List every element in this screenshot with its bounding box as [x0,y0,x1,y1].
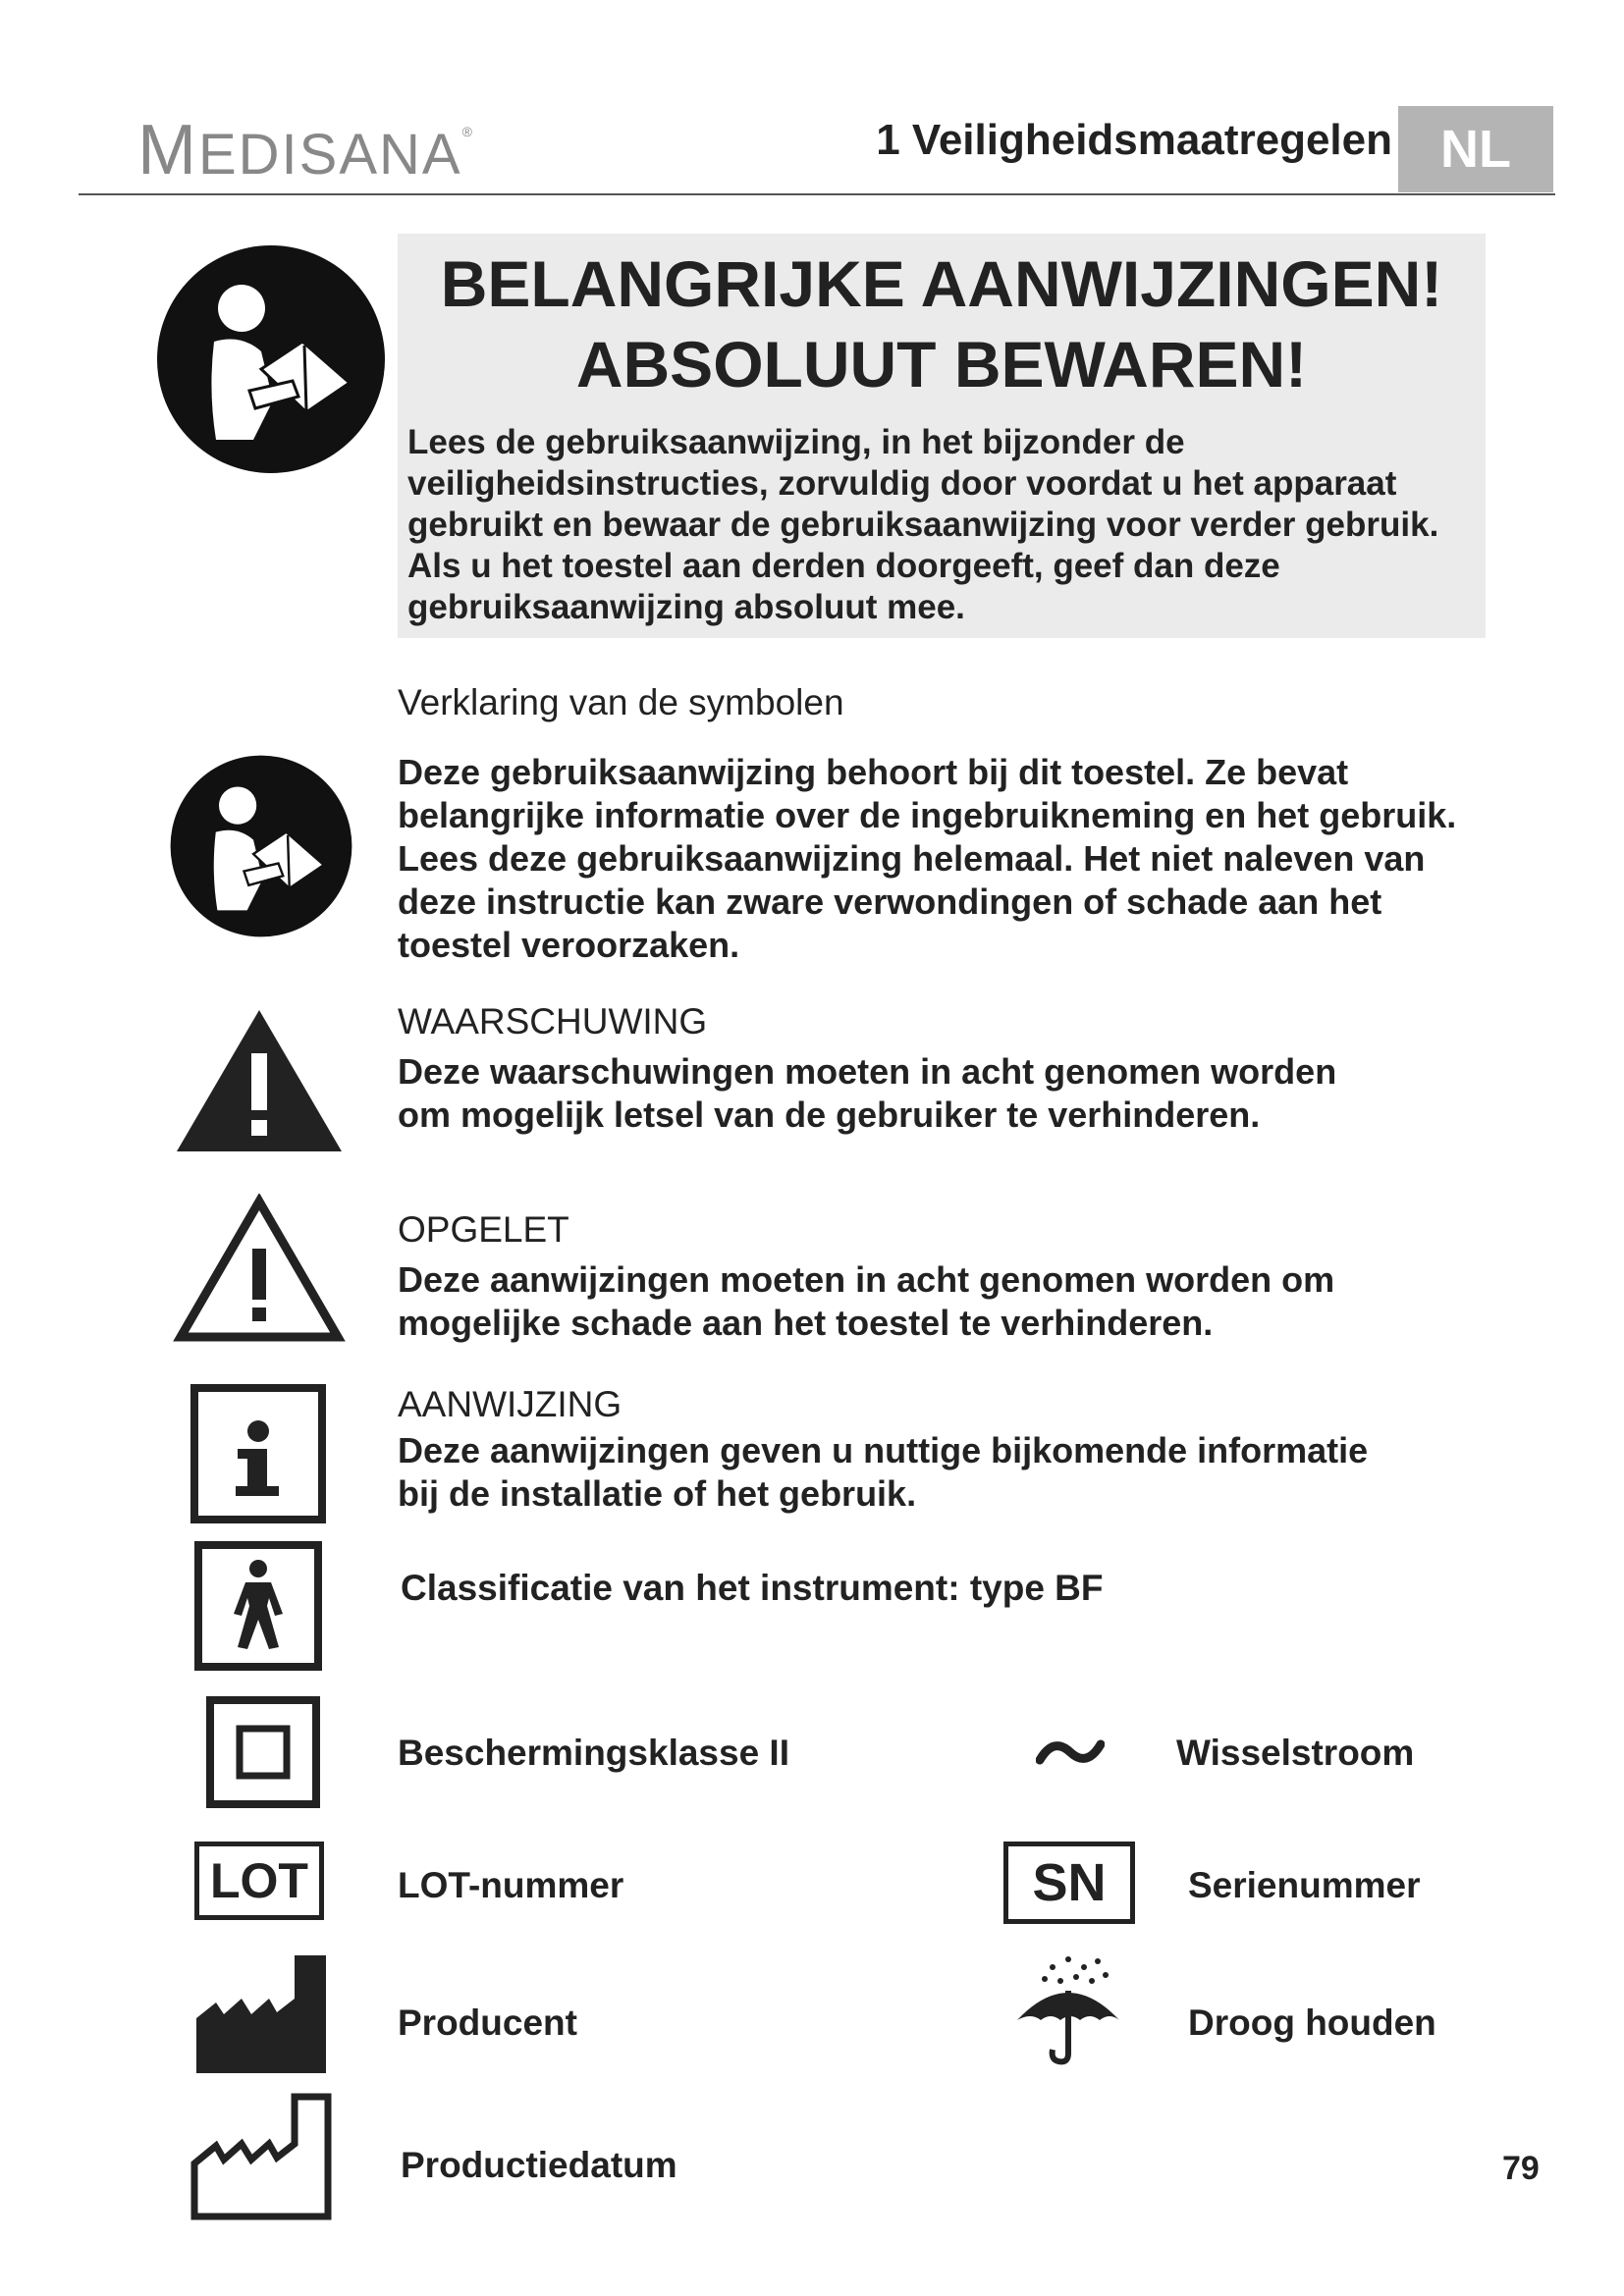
manufacturer-label: Producent [398,2002,577,2043]
note-text: Deze aanwijzingen geven u nuttige bijkomende informatie bij de installatie of het gebruik. [398,1430,1369,1514]
lot-number-label: LOT-nummer [398,1865,624,1905]
bf-classification-text: Classificatie van het instrument: type BF [401,1568,1104,1608]
caution-icon [173,1194,346,1345]
notice-heading-line2: ABSOLUUT BEWAREN! [575,328,1308,400]
protection-class-2-icon [206,1696,320,1808]
page-number: 79 [1502,2150,1540,2187]
warning-text: Deze waarschuwingen moeten in acht genomen worden om mogelijk letsel van de gebruiker te verhinderen. [398,1051,1337,1135]
chapter-title: 1 Veiligheidsmaatregelen [876,116,1392,164]
warning-icon [173,1006,346,1155]
language-badge: NL [1398,106,1553,192]
warning-title: WAARSCHUWING [398,1001,708,1041]
caution-text: Deze aanwijzingen moeten in acht genomen worden om mogelijke schade aan het toestel te verhinderen. [398,1259,1335,1343]
note-title: AANWIJZING [398,1384,623,1424]
production-date-icon [189,2089,334,2222]
caution-title: OPGELET [398,1209,569,1250]
symbols-heading: Verklaring van de symbolen [398,682,844,722]
production-date-label: Productiedatum [401,2145,677,2185]
keep-dry-label: Droog houden [1188,2002,1436,2043]
keep-dry-icon [1011,1951,1125,2069]
serial-number-label: Serienummer [1188,1865,1421,1905]
protection-class-label: Beschermingsklasse II [398,1733,789,1773]
read-manual-icon [155,243,387,475]
manufacturer-icon [192,1951,330,2077]
lot-icon: LOT [194,1842,324,1920]
manual-symbol-text: Deze gebruiksaanwijzing behoort bij dit toestel. Ze bevat belangrijke informatie over de ingebruikneming en het gebruik. Lees deze gebruiksaanwijzing helemaal. Het niet naleven van deze instructie kan zware verwondingen of schade aan het toestel veroorzaken. [398,752,1457,965]
serial-number-icon: SN [1003,1842,1135,1924]
alternating-current-icon [1036,1733,1105,1772]
brand-logo: MEDISANA® [137,111,474,189]
notice-heading-line1: BELANGRIJKE AANWIJZINGEN! [440,247,1443,320]
info-icon [190,1384,326,1523]
header-divider [79,193,1555,195]
read-manual-icon [169,754,353,938]
alternating-current-label: Wisselstroom [1176,1733,1415,1773]
type-bf-icon [194,1541,322,1671]
notice-text: Lees de gebruiksaanwijzing, in het bijzonder de veiligheidsinstructies, zorvuldig door voordat u het apparaat gebruikt en bewaar de gebruiksaanwijzing voor verder gebruik. Als u het toestel aan derden doorgeeft, geef dan deze gebruiksaanwijzing absoluut mee. [407,423,1439,626]
